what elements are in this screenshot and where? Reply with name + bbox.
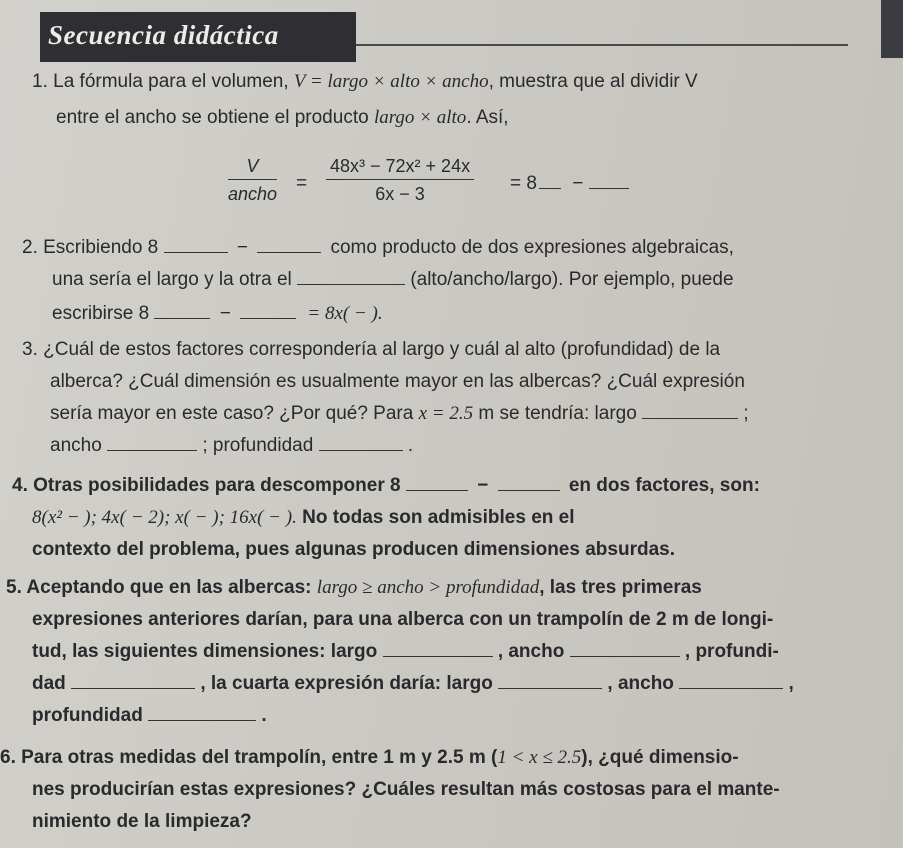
q2-line-2: una sería el largo y la otra el (alto/ancho/largo). Por ejemplo, puede (52, 269, 734, 290)
answer-blank[interactable] (148, 704, 256, 721)
q1-line-1: 1. La fórmula para el volumen, V = largo × alto × ancho, muestra que al dividir V (32, 71, 698, 92)
q3-line-4: ancho ; profundidad . (50, 435, 414, 456)
answer-blank[interactable] (679, 672, 783, 689)
equals-sign: = (296, 173, 308, 194)
polynomial-numerator: 48x³ − 72x² + 24x (330, 156, 471, 176)
answer-blank[interactable] (498, 474, 560, 491)
answer-blank[interactable] (154, 302, 210, 319)
q1-result: = 8 − (510, 172, 629, 196)
answer-blank[interactable] (71, 672, 195, 689)
answer-blank[interactable] (406, 474, 468, 491)
q6-line-2: nes producirían estas expresiones? ¿Cuáles resultan más costosas para el mante- (32, 779, 780, 800)
answer-blank[interactable] (589, 172, 629, 189)
q3-line-1: 3. ¿Cuál de estos factores correspondería al largo y cuál al alto (profundidad) de la (22, 339, 721, 360)
answer-blank[interactable] (383, 640, 493, 657)
answer-blank[interactable] (297, 268, 405, 285)
q3-line-2: alberca? ¿Cuál dimensión es usualmente mayor en las albercas? ¿Cuál expresión (50, 371, 745, 392)
fraction-v-over-ancho (228, 156, 277, 205)
answer-blank[interactable] (498, 672, 602, 689)
q4-line-3: contexto del problema, pues algunas producen dimensiones absurdas. (32, 539, 675, 560)
answer-blank[interactable] (642, 402, 738, 419)
answer-blank[interactable] (319, 434, 403, 451)
q6-line-3: nimiento de la limpieza? (32, 811, 252, 832)
q5-line-2: expresiones anteriores darían, para una alberca con un trampolín de 2 m de longi- (32, 609, 774, 630)
fraction-denominator: ancho (228, 179, 277, 205)
header-rule (356, 44, 848, 46)
q5-line-1: 5. Aceptando que en las albercas: largo ≥ ancho > profundidad, las tres primeras (6, 577, 702, 598)
q5-line-4: dad , la cuarta expresión daría: largo , ancho , (32, 673, 794, 694)
q2-line-1: 2. Escribiendo 8 − como producto de dos expresiones algebraicas, (22, 237, 734, 258)
answer-blank[interactable] (570, 640, 680, 657)
q3-line-3: sería mayor en este caso? ¿Por qué? Para x = 2.5 m se tendría: largo ; (50, 403, 749, 424)
q6-line-1: 6. Para otras medidas del trampolín, entre 1 m y 2.5 m (1 < x ≤ 2.5), ¿qué dimensio- (0, 747, 739, 768)
q5-line-5: profundidad . (32, 705, 267, 726)
answer-blank[interactable] (257, 236, 321, 253)
corner-tab (881, 0, 903, 58)
polynomial-denominator: 6x − 3 (326, 179, 474, 205)
fraction-numerator: V (246, 156, 259, 176)
answer-blank[interactable] (164, 236, 228, 253)
fraction-polynomial (326, 156, 474, 205)
q4-line-2: 8(x² − ); 4x( − 2); x( − ); 16x( − ). No todas son admisibles en el (32, 507, 575, 528)
q5-line-3: tud, las siguientes dimensiones: largo , ancho , profundi- (32, 641, 779, 662)
answer-blank[interactable] (240, 302, 296, 319)
section-title: Secuencia didáctica (48, 20, 279, 50)
answer-blank[interactable] (539, 172, 561, 189)
q1-line-2: entre el ancho se obtiene el producto largo × alto. Así, (56, 107, 509, 128)
answer-blank[interactable] (107, 434, 197, 451)
q2-line-3: escribirse 8 − = 8x( − ). (52, 303, 383, 324)
q4-line-1: 4. Otras posibilidades para descomponer 8 − en dos factores, son: (12, 475, 760, 496)
